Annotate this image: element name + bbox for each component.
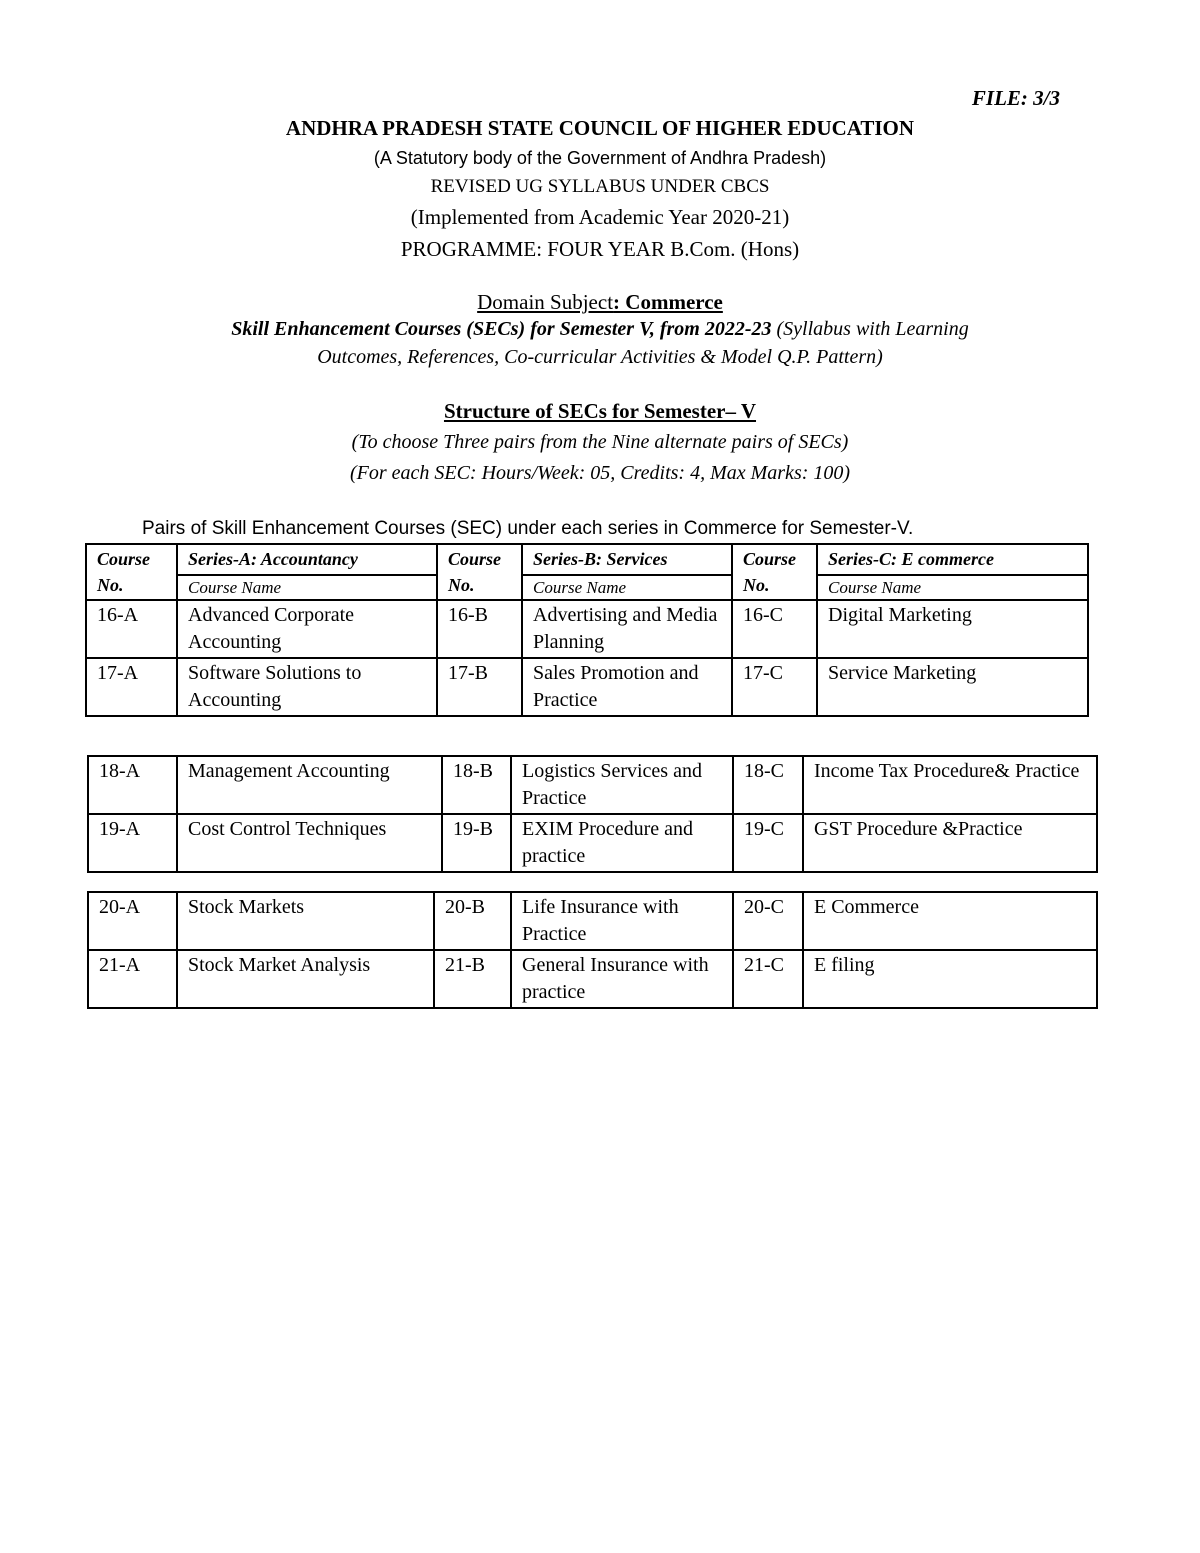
revised-syllabus: REVISED UG SYLLABUS UNDER CBCS (430, 176, 770, 197)
table-row (88, 950, 1097, 1008)
course-no: 20-B (434, 892, 511, 950)
course-name: Digital Marketing (817, 600, 1088, 658)
sec-table-series-18-19 (87, 755, 1098, 873)
course-no: 18-B (442, 756, 511, 814)
course-no: 18-C (733, 756, 803, 814)
course-no: 16-C (732, 600, 817, 658)
course-no: 17-A (86, 658, 177, 716)
course-name: Software Solutions to Accounting (177, 658, 437, 716)
programme-title: PROGRAMME: FOUR YEAR B.Com. (Hons) (400, 237, 800, 261)
council-title: ANDHRA PRADESH STATE COUNCIL OF HIGHER EDUCATION (285, 116, 915, 140)
header-course-no-b: Course No. (437, 544, 522, 600)
course-name: Service Marketing (817, 658, 1088, 716)
header-course-no-c: Course No. (732, 544, 817, 600)
course-name: EXIM Procedure and practice (511, 814, 733, 872)
course-name: Management Accounting (177, 756, 442, 814)
course-no: 19-A (88, 814, 177, 872)
header-series-a: Series-A: Accountancy (177, 544, 437, 575)
subheader-course-name-a: Course Name (177, 575, 437, 600)
implemented-year: (Implemented from Academic Year 2020-21) (410, 205, 790, 229)
course-no: 16-B (437, 600, 522, 658)
domain-value: : Commerce (613, 290, 723, 314)
table-subheader-row (86, 575, 1088, 600)
course-no: 20-C (733, 892, 803, 950)
sec-title-line2: Outcomes, References, Co-curricular Activities & Model Q.P. Pattern) (317, 346, 883, 368)
structure-choose-note: (To choose Three pairs from the Nine alternate pairs of SECs) (351, 431, 849, 453)
structure-title: Structure of SECs for Semester– V (443, 399, 757, 423)
course-name: E filing (803, 950, 1097, 1008)
subheader-course-name-b: Course Name (522, 575, 732, 600)
sec-table-series-16-17 (85, 543, 1089, 717)
course-no: 21-A (88, 950, 177, 1008)
header-series-b: Series-B: Services (522, 544, 732, 575)
course-no: 21-C (733, 950, 803, 1008)
table-row (88, 814, 1097, 872)
course-no: 17-B (437, 658, 522, 716)
file-label: FILE: 3/3 (971, 86, 1060, 110)
sec-title-line1 (0, 318, 1200, 341)
sec-table-series-20-21 (87, 891, 1098, 1009)
course-name: Advertising and Media Planning (522, 600, 732, 658)
table-header-row (86, 544, 1088, 575)
table-row (88, 756, 1097, 814)
domain-subject (0, 290, 1200, 315)
course-no: 19-B (442, 814, 511, 872)
pairs-caption: Pairs of Skill Enhancement Courses (SEC) under each series in Commerce for Semester-V. (142, 518, 914, 539)
course-no: 19-C (733, 814, 803, 872)
course-name: Sales Promotion and Practice (522, 658, 732, 716)
course-no: 21-B (434, 950, 511, 1008)
course-name: Income Tax Procedure& Practice (803, 756, 1097, 814)
structure-each-note: (For each SEC: Hours/Week: 05, Credits: 4, Max Marks: 100) (349, 462, 851, 484)
course-name: GST Procedure &Practice (803, 814, 1097, 872)
course-name: Life Insurance with Practice (511, 892, 733, 950)
course-name: E Commerce (803, 892, 1097, 950)
course-name: Stock Markets (177, 892, 434, 950)
course-no: 18-A (88, 756, 177, 814)
course-no: 17-C (732, 658, 817, 716)
header-series-c: Series-C: E commerce (817, 544, 1088, 575)
table-row (86, 658, 1088, 716)
course-name: Logistics Services and Practice (511, 756, 733, 814)
sec-title-normal: (Syllabus with Learning (771, 318, 969, 340)
domain-label: Domain Subject (477, 290, 614, 314)
table-row (86, 600, 1088, 658)
subheader-course-name-c: Course Name (817, 575, 1088, 600)
course-name: Advanced Corporate Accounting (177, 600, 437, 658)
course-no: 16-A (86, 600, 177, 658)
course-no: 20-A (88, 892, 177, 950)
course-name: General Insurance with practice (511, 950, 733, 1008)
table-row (88, 892, 1097, 950)
sec-title-bold: Skill Enhancement Courses (SECs) for Semester V, from 2022-23 (231, 318, 772, 340)
course-name: Stock Market Analysis (177, 950, 434, 1008)
course-name: Cost Control Techniques (177, 814, 442, 872)
header-course-no-a: Course No. (86, 544, 177, 600)
statutory-subtitle: (A Statutory body of the Government of Andhra Pradesh) (373, 148, 827, 168)
